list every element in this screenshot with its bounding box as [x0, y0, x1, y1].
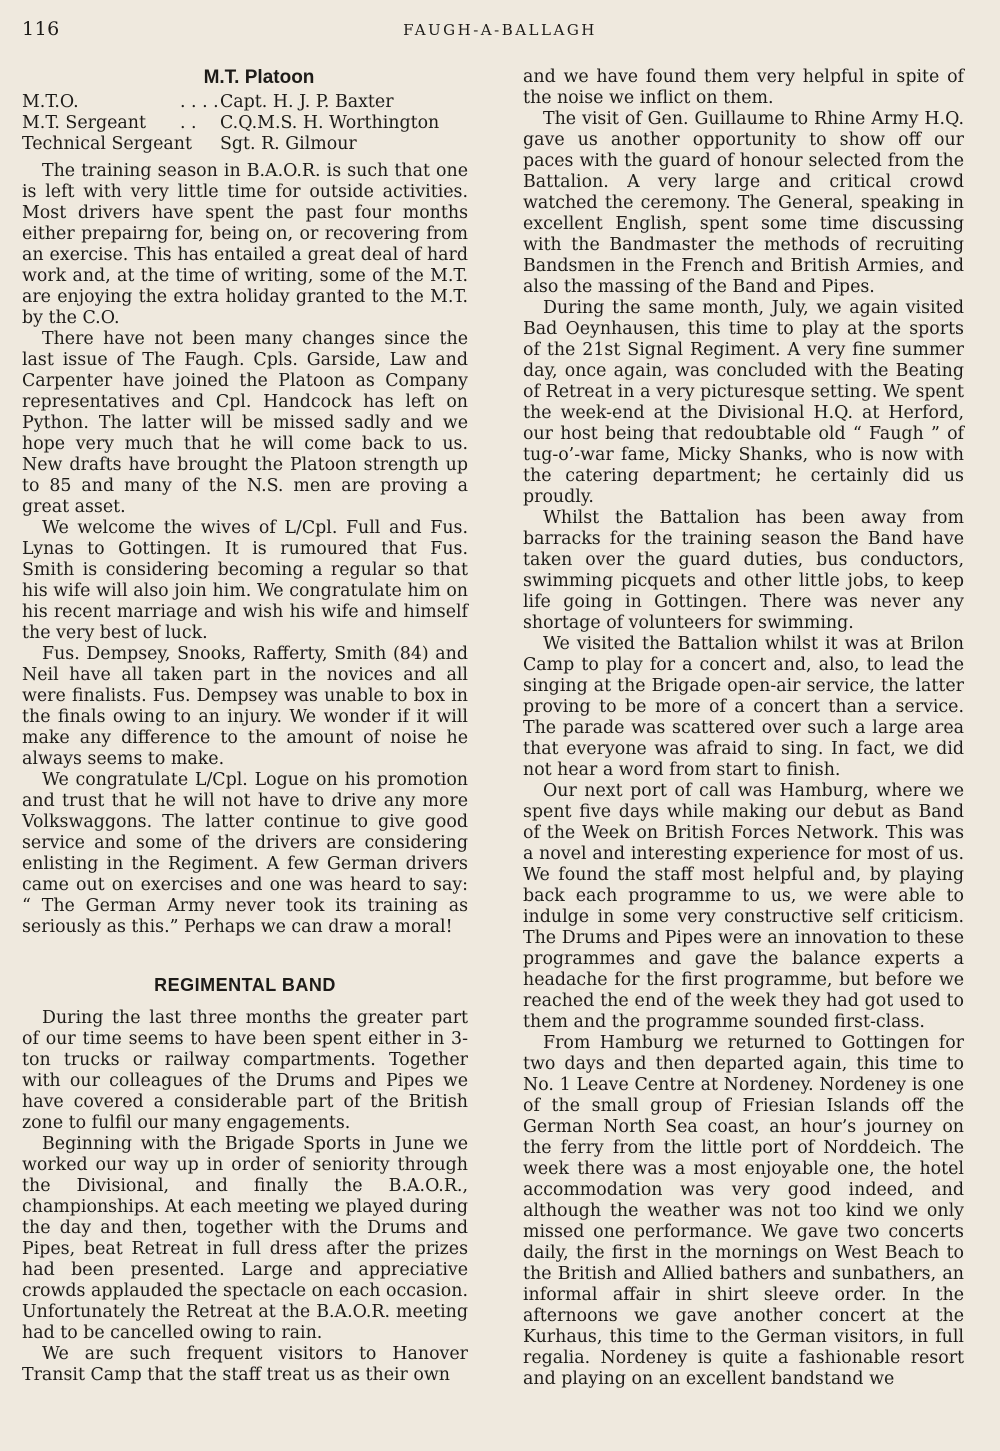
roster-row: [22, 113, 439, 134]
roster-role: Technical Sergeant: [22, 134, 192, 154]
roster-name: Sgt. R. Gilmour: [220, 134, 357, 154]
roster-name: C.Q.M.S. H. Worthington: [220, 113, 440, 133]
mt-roster: [22, 92, 439, 155]
mt-platoon-heading: M.T. Platoon: [203, 67, 315, 88]
roster-name: Capt. H. J. P. Baxter: [220, 92, 394, 112]
roster-row: [22, 134, 439, 155]
right-column: [523, 67, 964, 1390]
regimental-band-heading: REGIMENTAL BAND: [154, 975, 336, 995]
band-paragraph-continued: and we have found them very helpful in spite of the noise we inflict on them.: [523, 67, 964, 108]
mt-paragraph: There have not been many changes since the last issue of The Faugh. Cpls. Garside, Law and Carpenter have joined the Platoon as Company representatives and Cpl. Handcock has left on Python. The latter will be missed sadly and we hope very much that he will come back to us. New drafts have brought the Platoon strength up to 85 and many of the N.S. men are proving a great asset.: [22, 329, 468, 517]
band-paragraph: From Hamburg we returned to Gottingen for two days and then departed again, this time to No. 1 Leave Centre at Nordeney. Nordeney is one of the small group of Friesian Islands off the German North Sea coast, an hour’s journey on the ferry from the little port of Norddeich. The week there was a most enjoyable one, the hotel accommodation was very good indeed, and although the weather was not too kind we only missed one performance. We gave two concerts daily, the first in the mornings on West Beach to the British and Allied bathers and sunbathers, an informal affair in shirt sleeve order. In the afternoons we gave another concert at the Kurhaus, this time to the German visitors, in full regalia. Nordeney is quite a fashionable resort and playing on an excellent bandstand we: [523, 1033, 964, 1389]
band-paragraph: We are such frequent visitors to Hanover Transit Camp that the staff treat us as their own: [22, 1344, 468, 1385]
band-paragraph: Whilst the Battalion has been away from barracks for the training season the Band have taken over the guard duties, bus conductors, swimming picquets and other little jobs, to keep life going in Gottingen. There was never any shortage of volunteers for swimming.: [523, 508, 964, 633]
band-paragraph: We visited the Battalion whilst it was at Brilon Camp to play for a concert and, also, to lead the singing at the Brigade open-air service, the latter proving to be more of a concert than a service. The parade was scattered over such a large area that everyone was afraid to sing. In fact, we did not hear a word from start to finish.: [523, 634, 964, 780]
band-paragraph: During the same month, July, we again visited Bad Oeynhausen, this time to play at the sports of the 21st Signal Regiment. A very fine summer day, once again, was concluded with the Beating of Retreat in a very picturesque setting. We spent the week-end at the Divisional H.Q. at Herford, our host being that redoubtable old “ Faugh ” of tug-o’-war fame, Micky Shanks, who is now with the catering department; he certainly did us proudly.: [523, 298, 964, 507]
mt-paragraph: We welcome the wives of L/Cpl. Full and Fus. Lynas to Gottingen. It is rumoured that Fus. Smith is considering becoming a regular so that his wife will also join him. We congratulate him on his recent marriage and wish his wife and himself the very best of luck.: [22, 518, 468, 643]
left-column: [22, 66, 468, 1386]
roster-role: M.T.O.: [22, 92, 79, 112]
roster-role: M.T. Sergeant: [22, 113, 146, 133]
mt-paragraph: We congratulate L/Cpl. Logue on his promotion and trust that he will not have to drive any more Volkswaggons. The latter continue to give good service and some of the drivers are considering enlisting in the Regiment. A few German drivers came out on exercises and one was heard to say: “ The German Army never took its training as seriously as this.” Perhaps we can draw a moral!: [22, 770, 468, 937]
page-number: 116: [22, 18, 60, 40]
roster-dots: . .: [180, 113, 197, 133]
band-paragraph: Our next port of call was Hamburg, where we spent five days while making our debut as Band of the Week on British Forces Network. This was a novel and interesting experience for most of us. We found the staff most helpful and, by playing back each programme to us, we were able to indulge in some very constructive self criticism. The Drums and Pipes were an innovation to these programmes and gave the balance experts a headache for the first programme, but before we reached the end of the week they had got used to them and the programme sounded first-class.: [523, 781, 964, 1032]
band-paragraph: Beginning with the Brigade Sports in June we worked our way up in order of seniority through the Divisional, and finally the B.A.O.R., championships. At each meeting we played during the day and then, together with the Drums and Pipes, beat Retreat in full dress after the prizes had been presented. Large and appreciative crowds applauded the spectacle on each occasion. Unfortunately the Retreat at the B.A.O.R. meeting had to be cancelled owing to rain.: [22, 1134, 468, 1343]
running-title: FAUGH-A-BALLAGH: [403, 21, 597, 39]
band-paragraph: The visit of Gen. Guillaume to Rhine Army H.Q. gave us another opportunity to show off our paces with the guard of honour selected from the Battalion. A very large and critical crowd watched the ceremony. The General, speaking in excellent English, spent some time discussing with the Bandmaster the methods of recruiting Bandsmen in the French and British Armies, and also the massing of the Band and Pipes.: [523, 109, 964, 297]
band-paragraph: During the last three months the greater part of our time seems to have been spent either in 3-ton trucks or railway compartments. Together with our colleagues of the Drums and Pipes we have covered a considerable part of the British zone to fulfil our many engagements.: [22, 1008, 468, 1133]
mt-paragraph: The training season in B.A.O.R. is such that one is left with very little time for outside activities. Most drivers have spent the past four months either prepairng for, being on, or recovering from an exercise. This has entailed a great deal of hard work and, at the time of writing, some of the M.T. are enjoying the extra holiday granted to the M.T. by the C.O.: [22, 161, 468, 328]
roster-row: [22, 92, 439, 113]
roster-dots: . . . .: [180, 92, 219, 112]
mt-paragraph: Fus. Dempsey, Snooks, Rafferty, Smith (84) and Neil have all taken part in the novices and all were finalists. Fus. Dempsey was unable to box in the finals owing to an injury. We wonder if it will make any difference to the amount of noise he always seems to make.: [22, 644, 468, 769]
